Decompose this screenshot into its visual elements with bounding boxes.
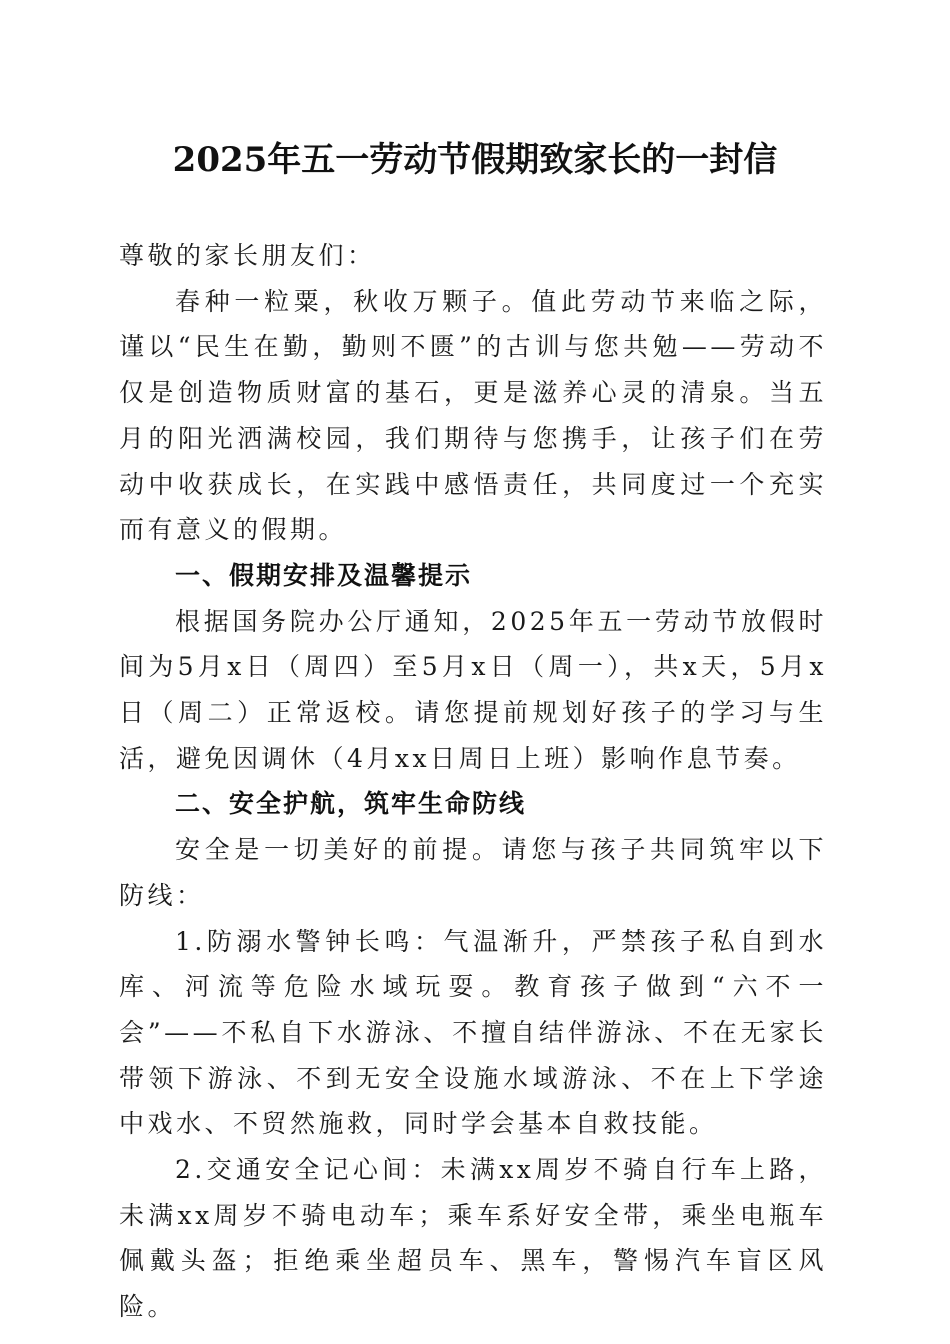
section-1-heading: 一、假期安排及温馨提示 [175, 560, 473, 590]
section-2-intro: 安全是一切美好的前提。请您与孩子共同筑牢以下防线： [119, 835, 827, 910]
document-title: 2025年五一劳动节假期致家长的一封信 [172, 140, 778, 180]
intro-paragraph: 春种一粒粟，秋收万颗子。值此劳动节来临之际，谨以“民生在勤，勤则不匮”的古训与您共勉——劳动不仅是创造物质财富的基石，更是滋养心灵的清泉。当五月的阳光洒满校园，我们期待与您携手，让孩子们在劳动中收获成长，在实践中感悟责任，共同度过一个充实而有意义的假期。 [119, 286, 827, 545]
section-2-item-1: 1.防溺水警钟长鸣：气温渐升，严禁孩子私自到水库、河流等危险水域玩耍。教育孩子做到“六不一会”——不私自下水游泳、不擅自结伴游泳、不在无家长带领下游泳、不到无安全设施水域游泳、不在上下学途中戏水、不贸然施救，同时学会基本自救技能。 [119, 926, 827, 1139]
section-2-heading: 二、安全护航，筑牢生命防线 [175, 789, 527, 819]
section-1-paragraph: 根据国务院办公厅通知，2025年五一劳动节放假时间为5月x日（周四）至5月x日（周一），共x天，5月x日（周二）正常返校。请您提前规划好孩子的学习与生活，避免因调休（4月xx日周日上班）影响作息节奏。 [119, 606, 827, 773]
section-2-item-2: 2.交通安全记心间：未满xx周岁不骑自行车上路，未满xx周岁不骑电动车；乘车系好安全带，乘坐电瓶车佩戴头盔；拒绝乘坐超员车、黑车，警惕汽车盲区风险。 [119, 1155, 827, 1322]
salutation: 尊敬的家长朋友们： [119, 241, 376, 270]
letter-body [119, 233, 827, 1330]
